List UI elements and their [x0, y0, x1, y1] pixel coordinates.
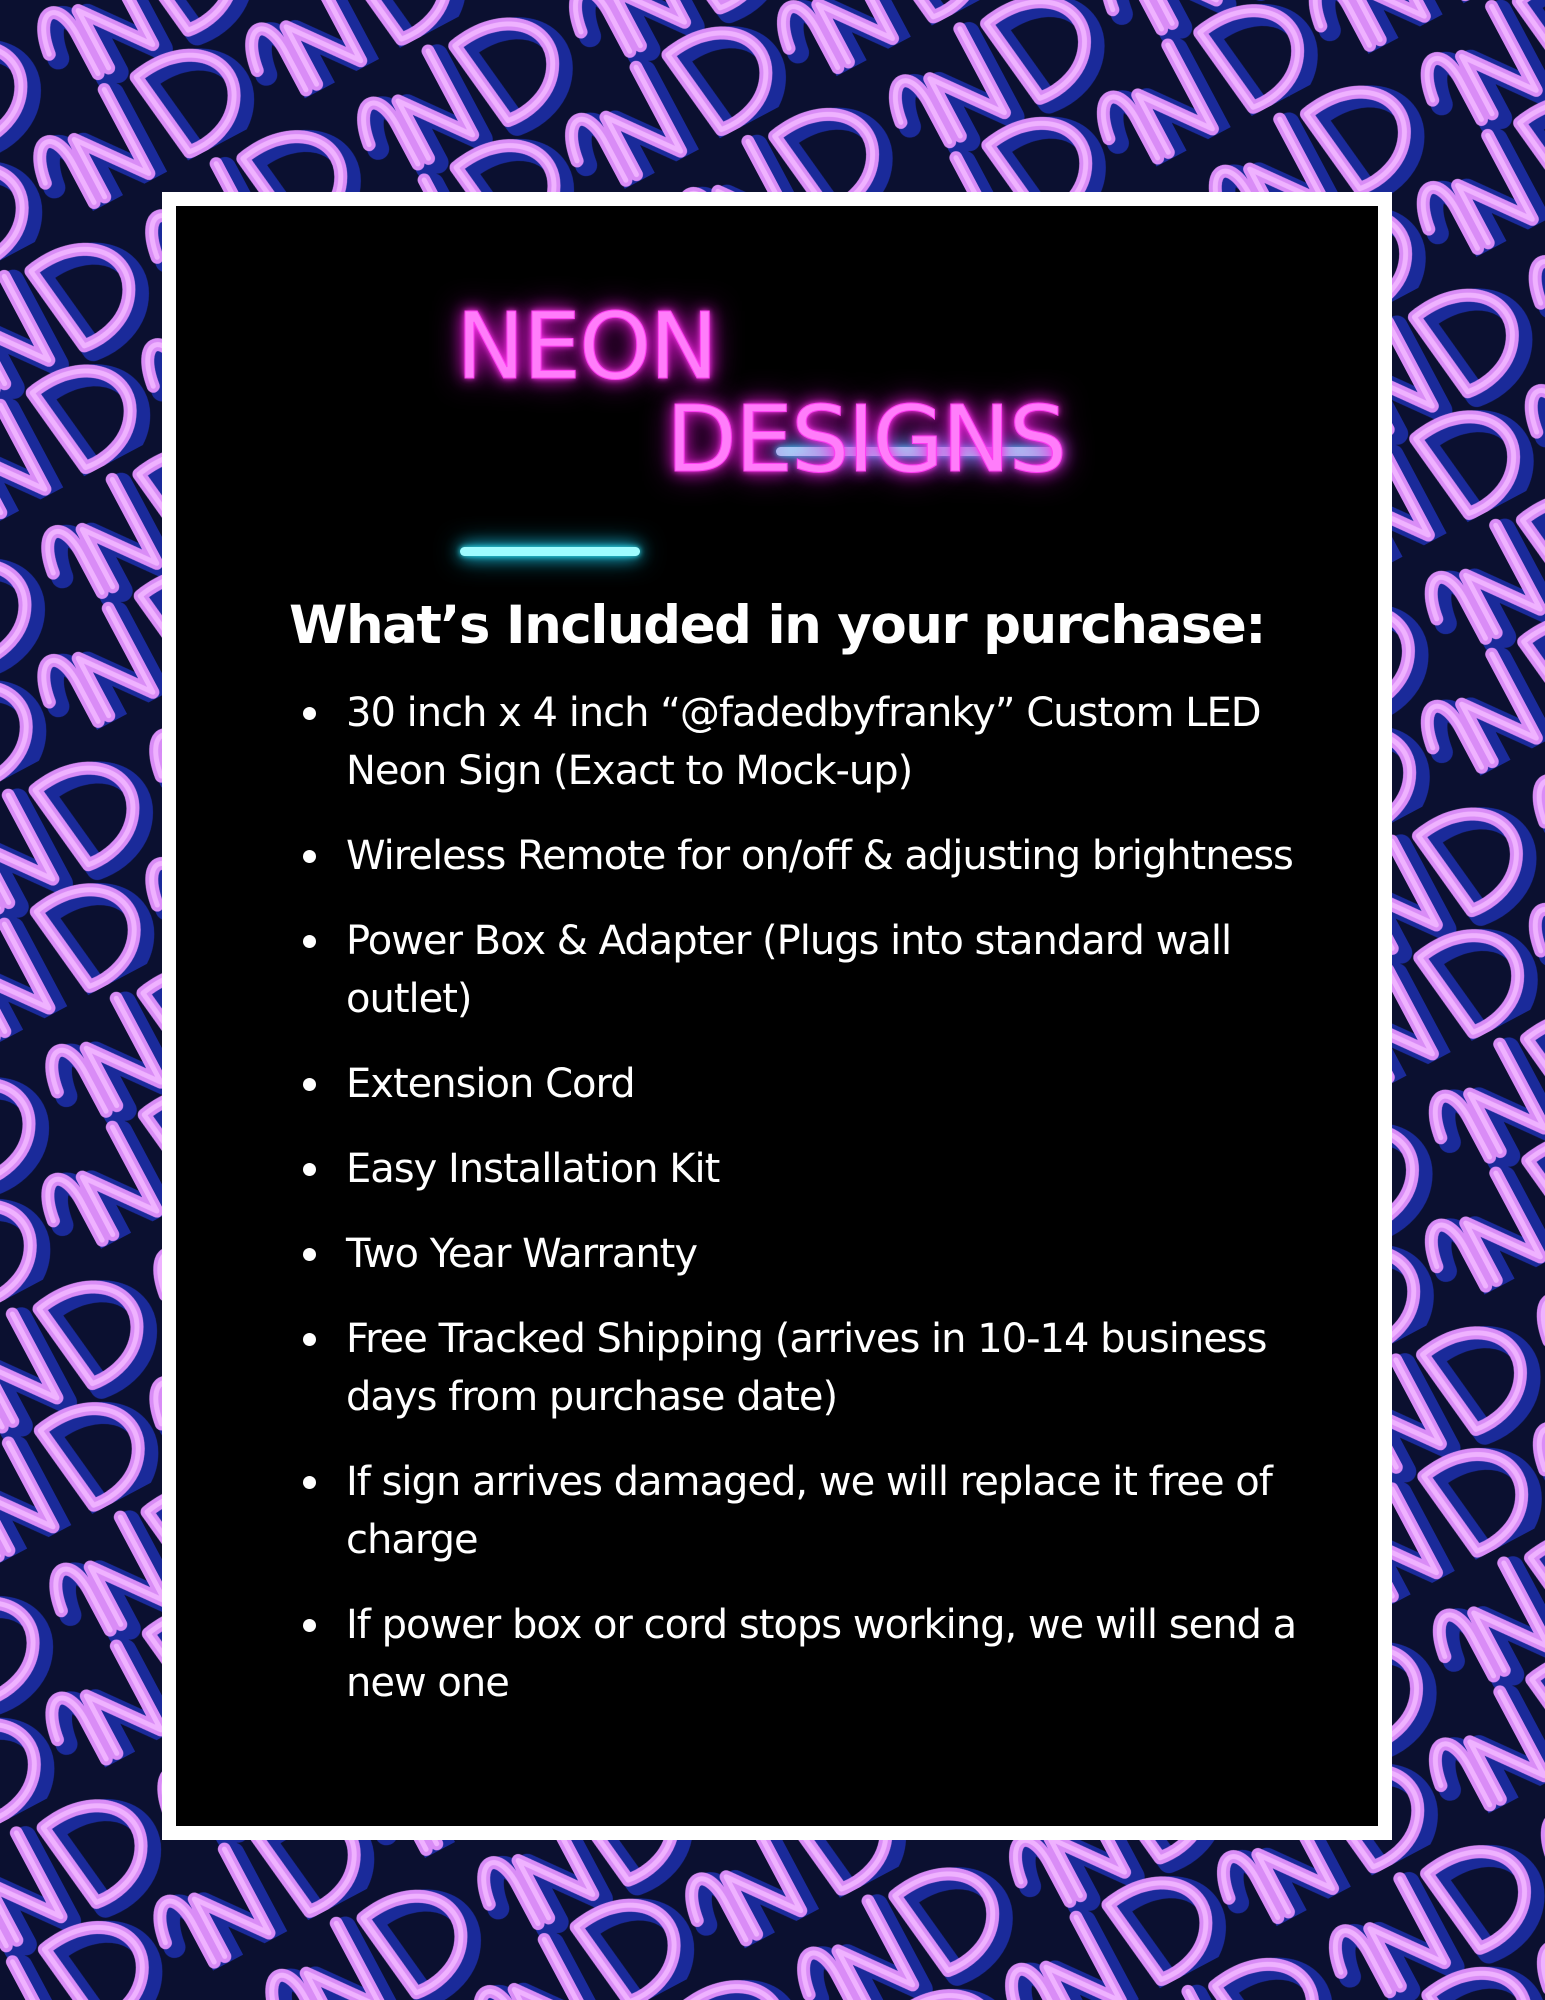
list-item — [238, 1453, 1368, 1569]
logo-word-neon: NEON — [456, 293, 717, 400]
list-item — [238, 912, 1368, 1028]
list-item-text: Extension Cord — [346, 1061, 635, 1107]
included-items-list — [238, 684, 1368, 1739]
list-item — [238, 827, 1368, 885]
card-white-border — [162, 192, 1392, 1840]
list-item — [238, 1596, 1368, 1712]
list-item-text: If sign arrives damaged, we will replace it free of charge — [346, 1459, 1272, 1563]
bullet-icon — [303, 1248, 316, 1261]
list-item — [238, 1225, 1368, 1283]
list-item — [238, 684, 1368, 800]
logo-cyan-line-bottom — [460, 547, 640, 556]
list-item — [238, 1055, 1368, 1113]
list-item — [238, 1310, 1368, 1426]
bullet-icon — [303, 935, 316, 948]
list-item-text: Free Tracked Shipping (arrives in 10-14 business days from purchase date) — [346, 1316, 1267, 1420]
bullet-icon — [303, 707, 316, 720]
bullet-icon — [303, 850, 316, 863]
included-heading: What’s Included in your purchase: — [288, 595, 1265, 656]
list-item-text: Power Box & Adapter (Plugs into standard wall outlet) — [346, 918, 1232, 1022]
bullet-icon — [303, 1333, 316, 1346]
list-item-text: 30 inch x 4 inch “@fadedbyfranky” Custom LED Neon Sign (Exact to Mock-up) — [346, 690, 1261, 794]
bullet-icon — [303, 1163, 316, 1176]
list-item — [238, 1140, 1368, 1198]
logo-word-designs: DESIGNS — [666, 386, 1066, 493]
list-item-text: Wireless Remote for on/off & adjusting brightness — [346, 833, 1293, 879]
info-card — [176, 206, 1378, 1826]
bullet-icon — [303, 1619, 316, 1632]
list-item-text: Two Year Warranty — [346, 1231, 698, 1277]
list-item-text: Easy Installation Kit — [346, 1146, 720, 1192]
bullet-icon — [303, 1078, 316, 1091]
list-item-text: If power box or cord stops working, we will send a new one — [346, 1602, 1297, 1706]
neon-designs-logo — [456, 293, 1116, 521]
bullet-icon — [303, 1476, 316, 1489]
